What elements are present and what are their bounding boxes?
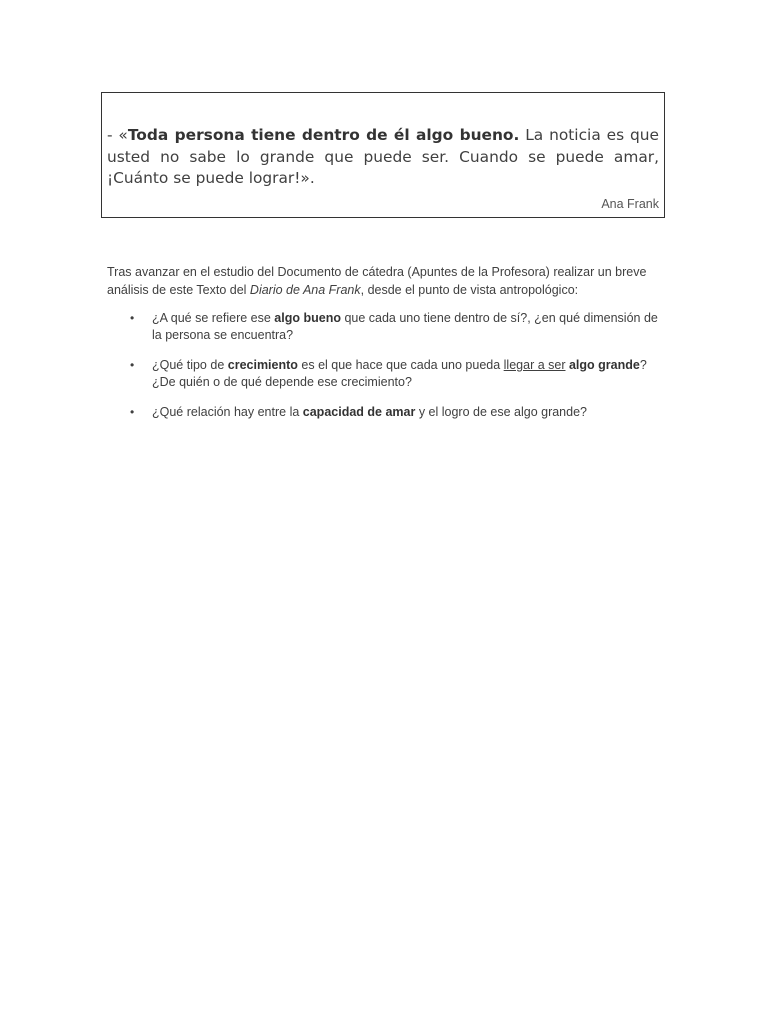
question-1-a: ¿A qué se refiere ese (152, 311, 275, 325)
question-2-e: algo grande (568, 358, 640, 372)
question-2-c: es el que hace que cada uno pueda (297, 358, 504, 372)
bullet-icon: • (130, 405, 135, 419)
quote-bold: Toda persona tiene dentro de él algo bueno. (127, 126, 520, 144)
quote-prefix: - « (107, 126, 128, 144)
question-3-c: y el logro de ese algo grande? (415, 405, 587, 419)
question-1-c: que cada uno tiene dentro de sí?, ¿en qué dimensión de la persona se encuentra? (152, 311, 658, 342)
intro-italic: Diario de Ana Frank (249, 283, 361, 297)
question-2-f: ? ¿De quién o de qué depende ese crecimiento? (152, 358, 647, 389)
question-1-b: algo bueno (274, 311, 341, 325)
quote-text (107, 125, 659, 190)
question-item-3 (107, 404, 667, 421)
quote-author: Ana Frank (601, 196, 659, 211)
bullet-icon: • (130, 358, 135, 372)
intro-paragraph (107, 263, 667, 299)
question-item-2 (107, 357, 667, 391)
quote-rest: La noticia es que usted no sabe lo grande que puede ser. Cuando se puede amar, ¡Cuánto se puede lograr!». (107, 126, 659, 187)
question-2-a: ¿Qué tipo de (152, 358, 228, 372)
question-2-b: crecimiento (227, 358, 298, 372)
intro-part1: Tras avanzar en el estudio del Documento de cátedra (Apuntes de la Profesora) realizar un breve análisis de este Texto del (107, 265, 647, 297)
question-3-b: capacidad de amar (302, 405, 416, 419)
question-list (107, 310, 667, 434)
quote-box (101, 92, 665, 218)
question-3-a: ¿Qué relación hay entre la (152, 405, 303, 419)
question-item-1 (107, 310, 667, 344)
question-2-u: llegar a ser (503, 358, 566, 372)
intro-part2: , desde el punto de vista antropológico: (360, 283, 579, 297)
bullet-icon: • (130, 311, 135, 325)
